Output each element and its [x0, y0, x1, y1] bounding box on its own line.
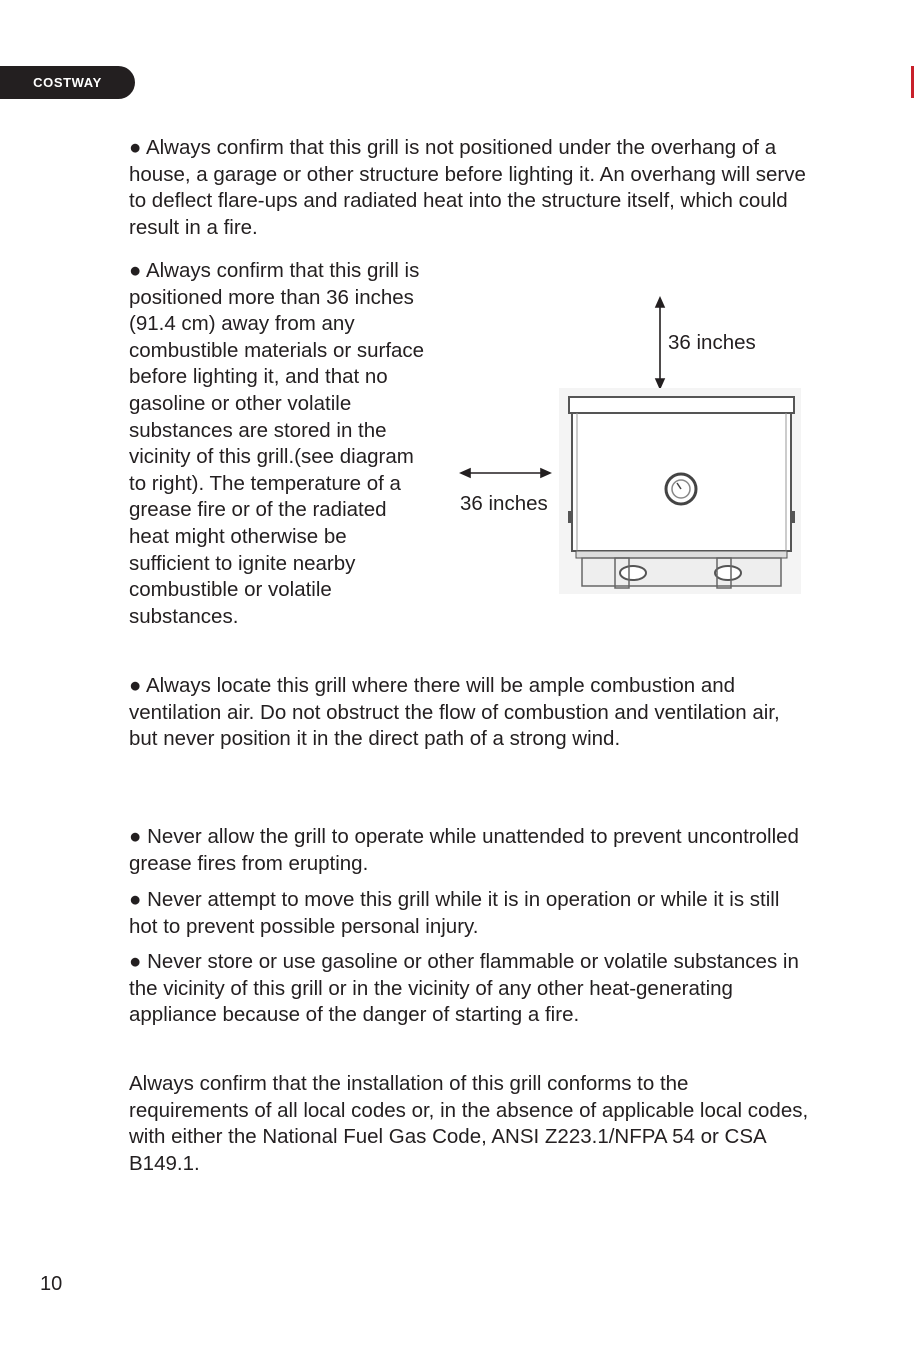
- side-clearance-label: 36 inches: [460, 492, 548, 515]
- brand-logo: COSTWAY: [0, 66, 135, 99]
- top-clearance-arrow: [656, 298, 664, 388]
- burner-knob-left: [620, 566, 646, 580]
- safety-paragraph-overhang: ● Always confirm that this grill is not positioned under the overhang of a house, a garage or other structure before lighting it. An overhang will serve to deflect flare-ups and radiated heat into the structure itself, which could result in a fire.: [129, 136, 806, 239]
- page-number: 10: [40, 1273, 63, 1295]
- installation-codes-paragraph: Always confirm that the installation of this grill conforms to the requirements of all local codes or, in the absence of applicable local codes, with either the National Fuel Gas Code, ANSI Z223.1/NFPA 54 or CSA B149.1.: [129, 1072, 809, 1175]
- safety-paragraph-ventilation: ● Always locate this grill where there will be ample combustion and ventilation air. Do not obstruct the flow of combustion and ventilation air, but never position it in the direct path of a strong wind.: [129, 674, 780, 751]
- grill-illustration: [559, 388, 801, 594]
- safety-paragraph-clearance: ● Always confirm that this grill is positioned more than 36 inches (91.4 cm) away from any combustible materials or surface before lighting it, and that no gasoline or other volatile substances are stored in the vicinity of this grill.(see diagram to right). The temperature of a grease fire or of the radiated heat might otherwise be sufficient to ignite nearby combustible or volatile substances.: [129, 259, 425, 628]
- top-clearance-label: 36 inches: [668, 331, 756, 354]
- safety-paragraph-moving: ● Never attempt to move this grill while it is in operation or while it is still hot to prevent possible personal injury.: [129, 888, 780, 938]
- safety-paragraph-flammables: ● Never store or use gasoline or other flammable or volatile substances in the vicinity of this grill or in the vicinity of any other heat-generating appliance because of the danger of starting a fire.: [129, 950, 799, 1027]
- side-clearance-arrow: [461, 469, 550, 477]
- burner-knob-right: [715, 566, 741, 580]
- safety-paragraph-unattended: ● Never allow the grill to operate while unattended to prevent uncontrolled grease fires from erupting.: [129, 825, 799, 875]
